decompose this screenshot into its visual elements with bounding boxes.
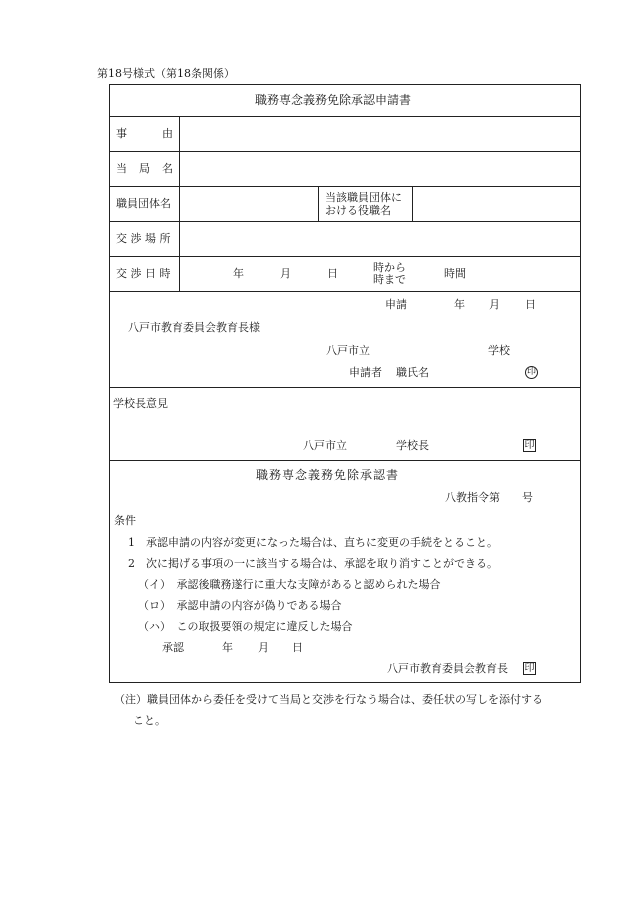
- row-divider: [109, 387, 581, 388]
- label-tokyoku-1: 当: [116, 162, 127, 175]
- row-divider: [109, 460, 581, 461]
- label-basho: 交 渉 場 所: [116, 232, 171, 245]
- condition-1: 1 承認申請の内容が変更になった場合は、直ちに変更の手続をとること。: [128, 536, 498, 549]
- condition-2: 2 次に掲げる事項の一に該当する場合は、承認を取り消すことができる。: [128, 557, 498, 570]
- nichiji-hours: 時間: [444, 267, 466, 280]
- label-dantai: 職員団体名: [116, 197, 171, 210]
- applicant-label: 申請者: [349, 366, 382, 379]
- approval-day: 日: [292, 641, 303, 654]
- principal-seal: 印: [524, 440, 535, 451]
- form-number: 第18号様式（第18条関係）: [97, 67, 235, 80]
- principal-opinion-label: 学校長意見: [113, 397, 168, 410]
- applicant-seal: 印: [526, 367, 536, 377]
- approval-number: 八教指令第 号: [445, 491, 533, 504]
- apply-city: 八戸市立: [326, 344, 370, 357]
- approval-seal: 印: [524, 663, 535, 674]
- apply-label: 申請: [385, 298, 407, 311]
- apply-year: 年: [454, 298, 465, 311]
- column-divider: [412, 186, 413, 221]
- nichiji-from: 時から: [373, 261, 406, 274]
- approval-date-label: 承認: [162, 641, 184, 654]
- condition-sub-i: （イ） 承認後職務遂行に重大な支障があると認められた場合: [138, 578, 441, 591]
- label-jiyu-2: 由: [162, 127, 173, 140]
- approval-issuer: 八戸市教育委員会教育長: [387, 662, 508, 675]
- nichiji-year: 年: [233, 267, 244, 280]
- approval-month: 月: [258, 641, 269, 654]
- nichiji-day: 日: [327, 267, 338, 280]
- label-nichiji: 交 渉 日 時: [116, 267, 171, 280]
- applicant-name-label: 職氏名: [396, 366, 429, 379]
- label-yakushoku-1: 当該職員団体に: [325, 191, 402, 204]
- condition-sub-ro: （ロ） 承認申請の内容が偽りである場合: [138, 599, 342, 612]
- column-divider: [318, 186, 319, 221]
- label-jiyu-1: 事: [116, 127, 127, 140]
- apply-school: 学校: [488, 344, 510, 357]
- approval-title: 職務専念義務免除承認書: [256, 468, 400, 482]
- conditions-label: 条件: [114, 514, 136, 527]
- row-divider: [109, 291, 581, 292]
- nichiji-to: 時まで: [373, 273, 406, 286]
- addressee: 八戸市教育委員会教育長様: [128, 321, 260, 334]
- approval-year: 年: [222, 641, 233, 654]
- note-line-2: こと。: [133, 714, 166, 727]
- label-yakushoku-2: おける役職名: [325, 204, 391, 217]
- form-title: 職務専念義務免除承認申請書: [255, 93, 412, 107]
- principal-title: 学校長: [396, 439, 429, 452]
- condition-sub-ha: （ハ） この取扱要領の規定に違反した場合: [138, 620, 353, 633]
- label-tokyoku-2: 局: [139, 162, 150, 175]
- principal-city: 八戸市立: [303, 439, 347, 452]
- apply-month: 月: [489, 298, 500, 311]
- label-column-divider: [179, 116, 180, 291]
- note-line-1: （注）職員団体から委任を受けて当局と交渉を行なう場合は、委任状の写しを添付する: [114, 693, 543, 706]
- apply-day: 日: [525, 298, 536, 311]
- nichiji-month: 月: [280, 267, 291, 280]
- label-tokyoku-3: 名: [162, 162, 173, 175]
